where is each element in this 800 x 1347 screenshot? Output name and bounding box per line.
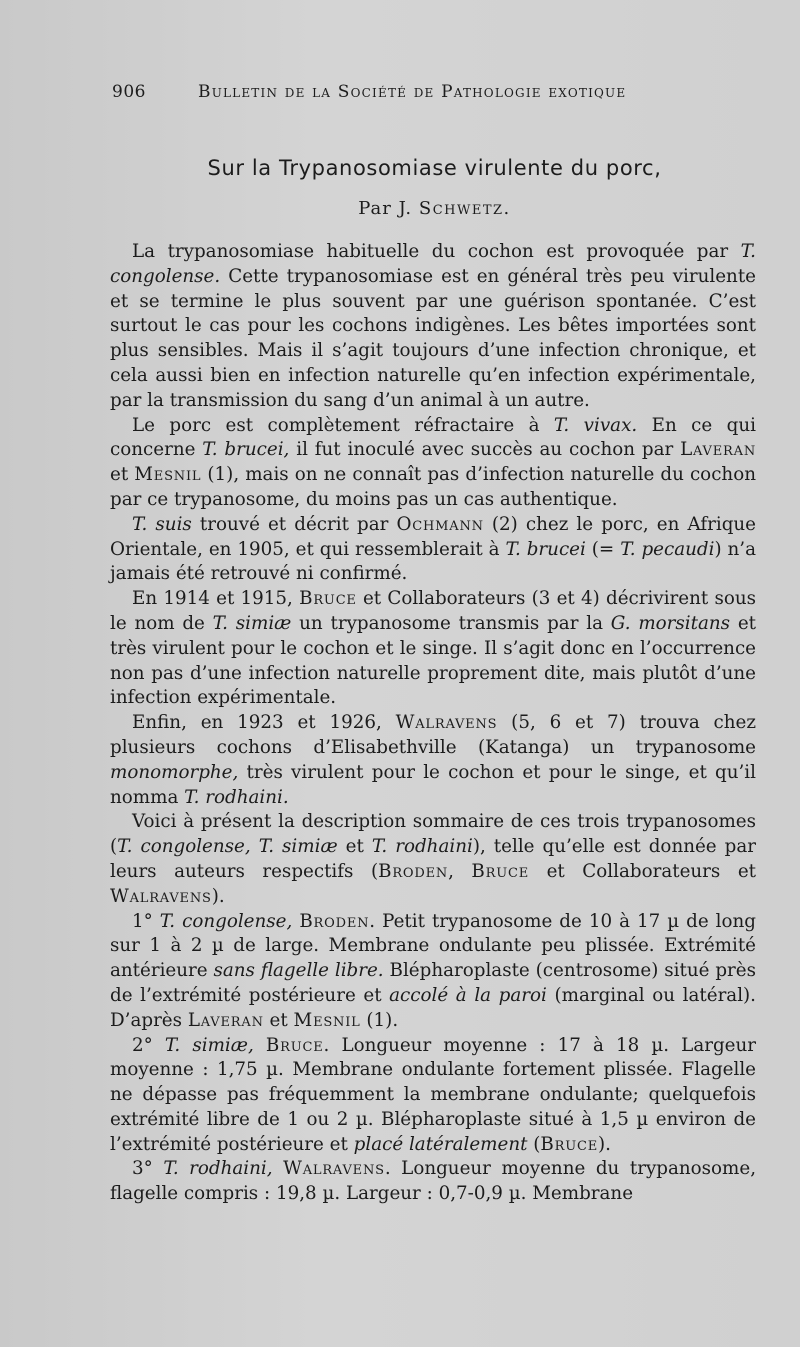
- species-name: T. pecaudi: [620, 538, 715, 560]
- text: (=: [585, 538, 621, 560]
- text: (1), mais on ne connaît pas d’infection naturelle du cochon par ce trypanosome, du moins pas un cas authentique.: [110, 464, 756, 510]
- paragraph-item-3: [110, 1157, 756, 1207]
- author-ref: Walravens: [110, 885, 212, 907]
- journal-title: Bulletin de la Société de Pathologie exotique: [198, 82, 627, 102]
- author-ref: Mesnil: [293, 1009, 361, 1031]
- author-ref: Ochmann: [396, 513, 484, 535]
- species-name: T. rodhaini.: [184, 786, 289, 808]
- article-title: Sur la Trypanosomiase virulente du porc,: [207, 156, 662, 180]
- species-name: T. congolense,: [117, 836, 251, 858]
- text: . Petit trypanosome de 10 à 17 µ de long sur 1 à 2 µ de large. Membrane ondulante peu plissée. Extrémité antérieure: [110, 910, 757, 982]
- emphasis: accolé à la paroi: [389, 984, 547, 1006]
- item-number: 3°: [132, 1158, 164, 1180]
- species-name: T. congolense.: [110, 241, 756, 287]
- paragraph-intro: [110, 240, 756, 414]
- author-ref: Bruce: [299, 588, 357, 610]
- text: et Collaborateurs (3 et 4) décrivirent sous le nom de: [110, 588, 756, 634]
- emphasis: sans flagelle libre.: [213, 960, 384, 982]
- text: ).: [211, 885, 225, 907]
- text: il fut inoculé avec succès au cochon par: [289, 439, 681, 461]
- text: [251, 836, 259, 857]
- text: très virulent pour le cochon et pour le singe, et qu’il nomma: [110, 761, 756, 808]
- species-name: T. simiæ: [258, 836, 338, 858]
- species-name: T. simiæ,: [164, 1034, 254, 1056]
- author-ref: Walravens: [283, 1158, 385, 1180]
- text: et: [263, 1009, 294, 1031]
- running-head: [112, 82, 672, 102]
- text: Cette trypanosomiase est en général très peu virulente et se termine le plus souvent par une guérison spontanée. C’est surtout le cas pour les cochons indigènes. Les bêtes importées sont plus sensibles. Mais il s’agit toujours d’une infection chronique, et cela aussi bien en infection naturelle qu’en infection expérimentale, par la transmission du sang d’un animal à un autre.: [110, 265, 756, 411]
- paragraph-simiae: [110, 587, 756, 711]
- author-ref: Bruce: [265, 1034, 324, 1056]
- emphasis: monomorphe,: [110, 761, 239, 783]
- text: (: [527, 1133, 541, 1155]
- species-name: T. brucei: [505, 538, 586, 560]
- article-body: [110, 240, 756, 1207]
- text: ).: [598, 1133, 611, 1155]
- text: . Longueur moyenne du trypanosome, flagelle compris : 19,8 µ. Largeur : 0,7-0,9 µ. Membrane: [110, 1158, 757, 1205]
- page-number: 906: [112, 82, 146, 102]
- text: [254, 1035, 266, 1056]
- item-number: 1°: [132, 910, 160, 932]
- paragraph-suis: [110, 513, 756, 587]
- author-name: Schwetz.: [418, 198, 511, 219]
- author-ref: Broden: [378, 860, 449, 882]
- text: ), telle qu’elle est donnée par leurs auteurs respectifs (: [110, 836, 756, 882]
- species-name: T. rodhaini,: [163, 1158, 273, 1180]
- text: ) n’a jamais été retrouvé ni confirmé.: [110, 538, 757, 585]
- author-prefix: Par J.: [358, 198, 413, 219]
- text: Voici à présent la description sommaire de ces trois trypanosomes (: [110, 811, 756, 858]
- text: (marginal ou latéral). D’après: [110, 984, 756, 1031]
- paragraph-vivax-brucei: [110, 414, 756, 513]
- author-ref: Mesnil: [134, 464, 202, 486]
- text: et: [110, 464, 135, 486]
- text: (1).: [360, 1009, 399, 1031]
- text: La trypanosomiase habituelle du cochon est provoquée par: [132, 241, 741, 262]
- text: En ce qui concerne: [110, 414, 756, 461]
- author-ref: Laveran: [187, 1009, 264, 1031]
- emphasis: placé latéralement: [353, 1133, 528, 1155]
- text: Blépharoplaste (centrosome) situé près de l’extrémité postérieure et: [110, 960, 756, 1006]
- author-ref: Broden: [299, 910, 370, 932]
- text: et très virulent pour le cochon et le singe. Il s’agit donc en l’occurrence non pas d’une infection naturelle proprement dite, mais plutôt d’une infection expérimentale.: [110, 612, 756, 709]
- text: ,: [448, 860, 472, 882]
- species-name: T. vivax.: [553, 414, 638, 436]
- paragraph-description-intro: [110, 810, 756, 909]
- text: . Longueur moyenne : 17 à 18 µ. Largeur moyenne : 1,75 µ. Membrane ondulante fortement plissée. Flagelle ne dépasse pas fréquemment la membrane ondulante; quelquefois extrémité libre de 1 ou 2 µ. Blépharoplaste situé à 1,5 µ environ de l’extrémité postérieure et: [110, 1034, 756, 1155]
- text: un trypanosome transmis par la: [291, 612, 611, 634]
- item-number: 2°: [132, 1034, 165, 1056]
- text: (2) chez le porc, en Afrique Orientale, en 1905, et qui ressemblerait à: [110, 513, 756, 560]
- species-name: T. brucei,: [202, 439, 290, 461]
- paragraph-item-2: [110, 1034, 756, 1158]
- author-ref: Bruce: [540, 1133, 599, 1155]
- text: [273, 1158, 284, 1179]
- author-ref: Walravens: [395, 712, 498, 734]
- species-name: T. rodhaini: [371, 836, 473, 858]
- text: trouvé et décrit par: [191, 513, 397, 535]
- text: et: [337, 836, 372, 858]
- species-name: T. suis: [132, 513, 192, 535]
- text: En 1914 et 1915,: [132, 588, 300, 610]
- article-author: [112, 198, 757, 219]
- species-name: G. morsitans: [610, 612, 731, 634]
- species-name: T. simiæ: [212, 612, 292, 634]
- paragraph-rodhaini: [110, 711, 756, 810]
- text: Enfin, en 1923 et 1926,: [132, 712, 396, 734]
- text: Le porc est complètement réfractaire à: [132, 414, 554, 436]
- text: (5, 6 et 7) trouva chez plusieurs cochons d’Elisabethville (Katanga) un trypanosome: [110, 712, 757, 758]
- author-ref: Laveran: [680, 439, 756, 461]
- species-name: T. congolense,: [159, 910, 293, 932]
- text: et Collaborateurs et: [529, 860, 756, 882]
- author-ref: Bruce: [471, 860, 530, 882]
- paragraph-item-1: [110, 910, 756, 1034]
